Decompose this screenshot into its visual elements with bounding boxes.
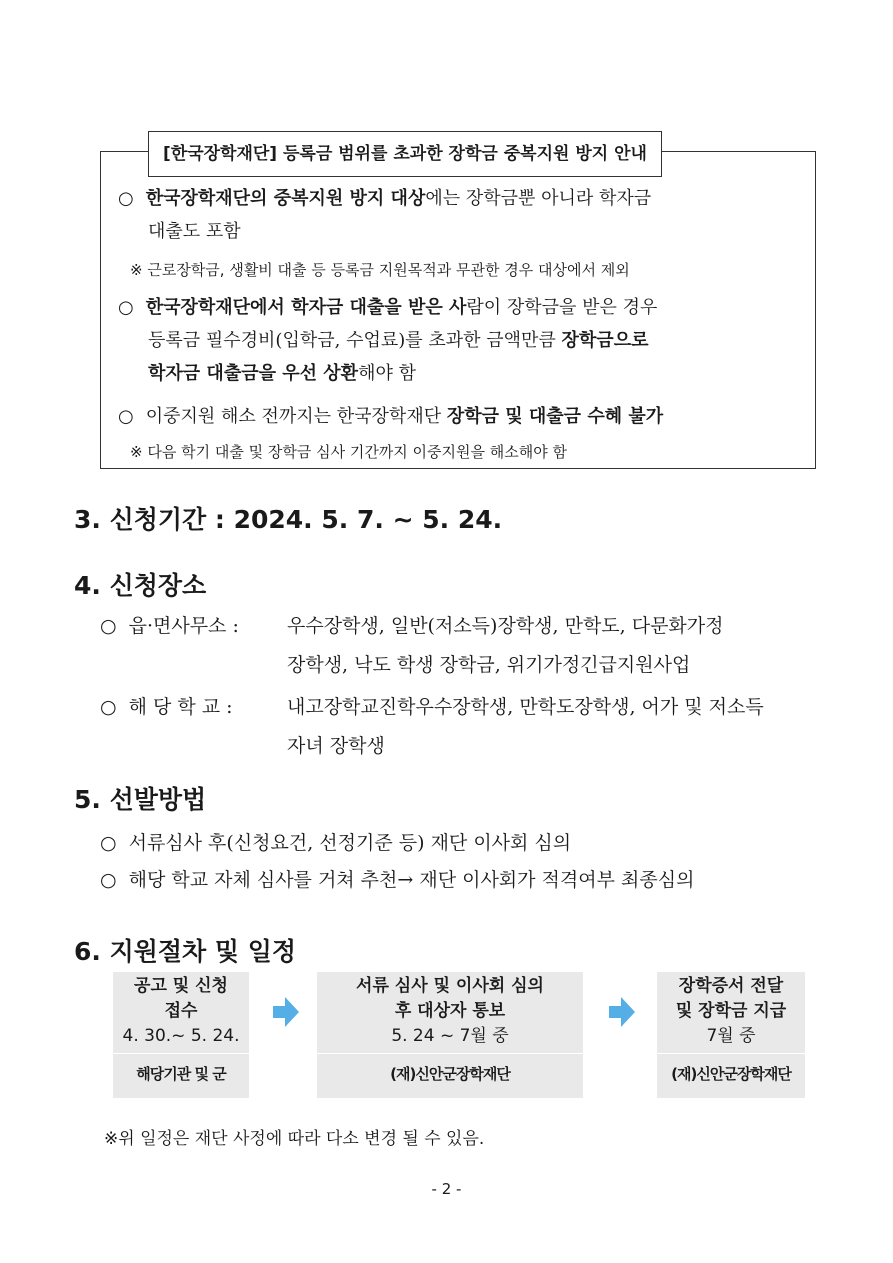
notice-item-2-line2 <box>148 324 648 357</box>
location-row-1-line2: 장학생, 낙도 학생 장학금, 위기가정긴급지원사업 <box>287 654 691 676</box>
circle-bullet-icon: ○ <box>100 615 117 637</box>
location-row-2 <box>100 690 233 724</box>
circle-bullet-icon: ○ <box>100 869 117 891</box>
section-6-title: 6. 지원절차 및 일정 <box>74 937 297 966</box>
notice-note-2: ※ 다음 학기 대출 및 장학금 심사 기간까지 이중지원을 해소해야 함 <box>130 443 567 461</box>
notice-item-3-bold: 장학금 및 대출금 수혜 불가 <box>446 406 664 427</box>
notice-item-2-bold: 한국장학재단에서 학자금 대출을 받은 사 <box>145 297 467 318</box>
notice-note-1: ※ 근로장학금, 생활비 대출 등 등록금 지원목적과 무관한 경우 대상에서 제외 <box>130 261 630 279</box>
page-number: - 2 - <box>431 1180 462 1198</box>
notice-item-2-rest: 람이 장학금을 받은 경우 <box>466 297 658 318</box>
notice-item-2-line3-rest: 해야 함 <box>358 363 416 384</box>
location-row-1 <box>100 609 239 643</box>
notice-item-1-line2: 대출도 포함 <box>148 221 241 242</box>
step-3-date: 7월 중 <box>706 1026 756 1046</box>
arrow-right-icon <box>609 997 635 1027</box>
circle-bullet-icon: ○ <box>100 832 117 854</box>
step-2-org: (재)신안군장학재단 <box>317 1053 583 1087</box>
notice-title: [한국장학재단] 등록금 범위를 초과한 장학금 중복지원 방지 안내 <box>148 131 662 177</box>
procedure-step-3 <box>657 972 805 1098</box>
circle-bullet-icon: ○ <box>100 696 117 718</box>
selection-line-2 <box>100 863 694 897</box>
step-1-date: 4. 30.~ 5. 24. <box>122 1026 240 1046</box>
notice-item-2-line2-plain: 등록금 필수경비(입학금, 수업료)를 초과한 금액만큼 <box>148 330 562 351</box>
notice-item-1 <box>118 182 651 215</box>
step-1-line1: 공고 및 신청 <box>134 976 228 996</box>
section-4-title: 4. 신청장소 <box>74 571 207 600</box>
step-3-line2: 및 장학금 지급 <box>675 1001 787 1021</box>
location-row-1-line1: 우수장학생, 일반(저소득)장학생, 만학도, 다문화가정 <box>287 615 724 637</box>
step-3-line1: 장학증서 전달 <box>678 976 784 996</box>
procedure-step-1 <box>113 972 249 1098</box>
section-5-title: 5. 선발방법 <box>74 785 207 814</box>
notice-item-3-plain: 이중지원 해소 전까지는 한국장학재단 <box>145 406 447 427</box>
location-row-2-label: 해 당 학 교 : <box>128 696 233 718</box>
notice-item-2-line3-bold: 학자금 대출금을 우선 상환 <box>148 363 359 384</box>
selection-line-1 <box>100 826 571 860</box>
step-2-line1: 서류 심사 및 이사회 심의 <box>356 976 544 996</box>
step-2-date: 5. 24 ~ 7월 중 <box>391 1026 509 1046</box>
notice-item-2-line2-bold: 장학금으로 <box>561 330 649 351</box>
notice-item-3 <box>118 400 663 433</box>
arrow-right-icon <box>273 997 299 1027</box>
circle-bullet-icon: ○ <box>118 188 134 209</box>
step-1-org: 해당기관 및 군 <box>113 1053 249 1087</box>
notice-item-2 <box>118 291 657 324</box>
selection-line-2-text: 해당 학교 자체 심사를 거쳐 추천→ 재단 이사회가 적격여부 최종심의 <box>128 869 695 891</box>
notice-item-1-rest: 에는 장학금뿐 아니라 학자금 <box>425 188 652 209</box>
circle-bullet-icon: ○ <box>118 406 134 427</box>
location-row-1-label: 읍·면사무소 : <box>128 615 239 637</box>
step-3-org: (재)신안군장학재단 <box>657 1053 805 1087</box>
section-3-title: 3. 신청기간 : 2024. 5. 7. ~ 5. 24. <box>74 505 503 534</box>
procedure-step-2 <box>317 972 583 1098</box>
step-2-line2: 후 대상자 통보 <box>394 1001 506 1021</box>
location-row-2-line2: 자녀 장학생 <box>287 735 385 757</box>
notice-item-1-bold: 한국장학재단의 중복지원 방지 대상 <box>145 188 426 209</box>
circle-bullet-icon: ○ <box>118 297 134 318</box>
notice-item-2-line3 <box>148 357 416 390</box>
schedule-footnote: ※위 일정은 재단 사정에 따라 다소 변경 될 수 있음. <box>104 1129 485 1149</box>
step-1-line2: 접수 <box>164 1001 198 1021</box>
selection-line-1-text: 서류심사 후(신청요건, 선정기준 등) 재단 이사회 심의 <box>128 832 572 854</box>
location-row-2-line1: 내고장학교진학우수장학생, 만학도장학생, 어가 및 저소득 <box>287 696 764 718</box>
